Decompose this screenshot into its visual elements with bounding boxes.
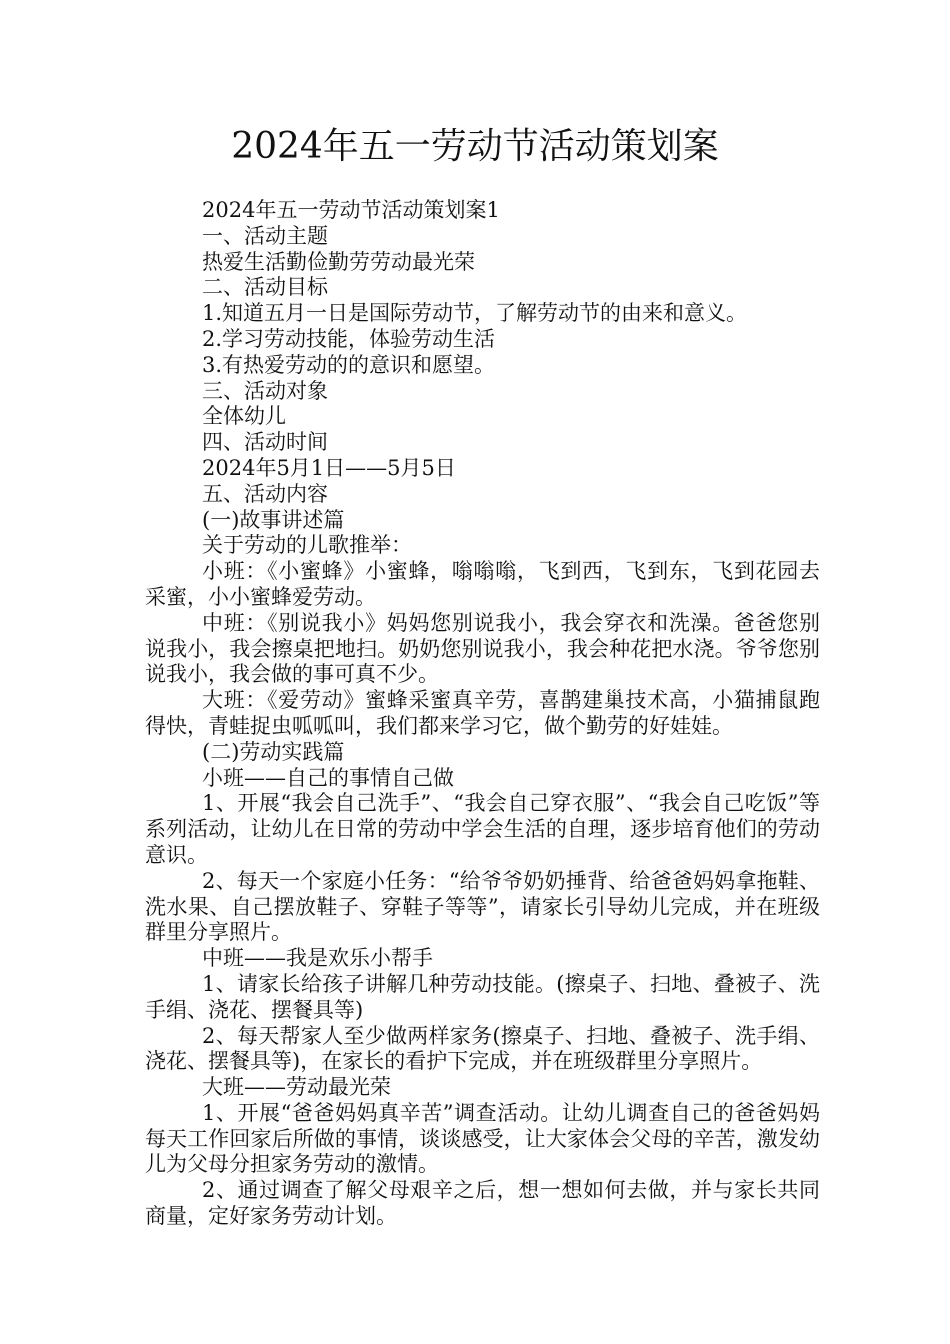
section-heading: 一、活动主题: [202, 223, 328, 248]
paragraph: 2、每天一个家庭小任务：“给爷爷奶奶捶背、给爸爸妈妈拿拖鞋、洗水果、自己摆放鞋子、穿鞋子等等”，请家长引导幼儿完成，并在班级群里分享照片。: [145, 868, 820, 945]
paragraph: 大班：《爱劳动》蜜蜂采蜜真辛劳，喜鹊建巢技术高，小猫捕鼠跑得快，青蛙捉虫呱呱叫，我们都来学习它，做个勤劳的好娃娃。: [145, 688, 820, 738]
section-heading: 五、活动内容: [202, 481, 328, 506]
paragraph: 全体幼儿: [202, 404, 286, 429]
paragraph: 2、每天帮家人至少做两样家务(擦桌子、扫地、叠被子、洗手绢、浇花、摆餐具等)，在家长的看护下完成，并在班级群里分享照片。: [145, 1023, 820, 1074]
document-title: 2024年五一劳动节活动策划案: [231, 126, 719, 167]
paragraph: 3.有热爱劳动的的意识和愿望。: [202, 352, 496, 377]
paragraph: 大班——劳动最光荣: [202, 1075, 391, 1100]
section-heading: 二、活动目标: [202, 275, 328, 300]
subsection-heading: (二)劳动实践篇: [202, 739, 345, 764]
section-heading: 四、活动时间: [202, 430, 328, 455]
paragraph: 中班：《别说我小》妈妈您别说我小，我会穿衣和洗澡。爸爸您别说我小，我会擦桌把地扫。奶奶您别说我小，我会种花把水浇。爷爷您别说我小，我会做的事可真不少。: [145, 610, 820, 687]
paragraph: 1、请家长给孩子讲解几种劳动技能。(擦桌子、扫地、叠被子、洗手绢、浇花、摆餐具等): [145, 971, 820, 1022]
paragraph: 关于劳动的儿歌推举：: [202, 533, 412, 558]
paragraph: 1.知道五月一日是国际劳动节，了解劳动节的由来和意义。: [202, 301, 748, 326]
paragraph: 2.学习劳动技能，体验劳动生活: [202, 326, 496, 351]
document-body: [145, 198, 820, 1230]
paragraph: 2、通过调查了解父母艰辛之后，想一想如何去做，并与家长共同商量，定好家务劳动计划。: [145, 1178, 820, 1229]
paragraph: 2024年5月1日——5月5日: [202, 455, 456, 480]
paragraph: 1、开展“我会自己洗手”、“我会自己穿衣服”、“我会自己吃饭”等系列活动，让幼儿在日常的劳动中学会生活的自理，逐步培育他们的劳动意识。: [145, 791, 820, 867]
paragraph: 小班：《小蜜蜂》小蜜蜂，嗡嗡嗡，飞到西，飞到东，飞到花园去采蜜，小小蜜蜂爱劳动。: [145, 559, 820, 609]
paragraph: 热爱生活勤俭勤劳劳动最光荣: [202, 249, 475, 274]
paragraph: 2024年五一劳动节活动策划案1: [202, 198, 500, 222]
section-heading: 三、活动对象: [202, 378, 328, 403]
subsection-heading: (一)故事讲述篇: [202, 507, 345, 532]
paragraph: 1、开展“爸爸妈妈真辛苦”调查活动。让幼儿调查自己的爸爸妈妈每天工作回家后所做的事情，谈谈感受，让大家体会父母的辛苦，激发幼儿为父母分担家务劳动的激情。: [145, 1100, 820, 1177]
paragraph: 中班——我是欢乐小帮手: [202, 946, 433, 971]
paragraph: 小班——自己的事情自己做: [202, 765, 454, 790]
